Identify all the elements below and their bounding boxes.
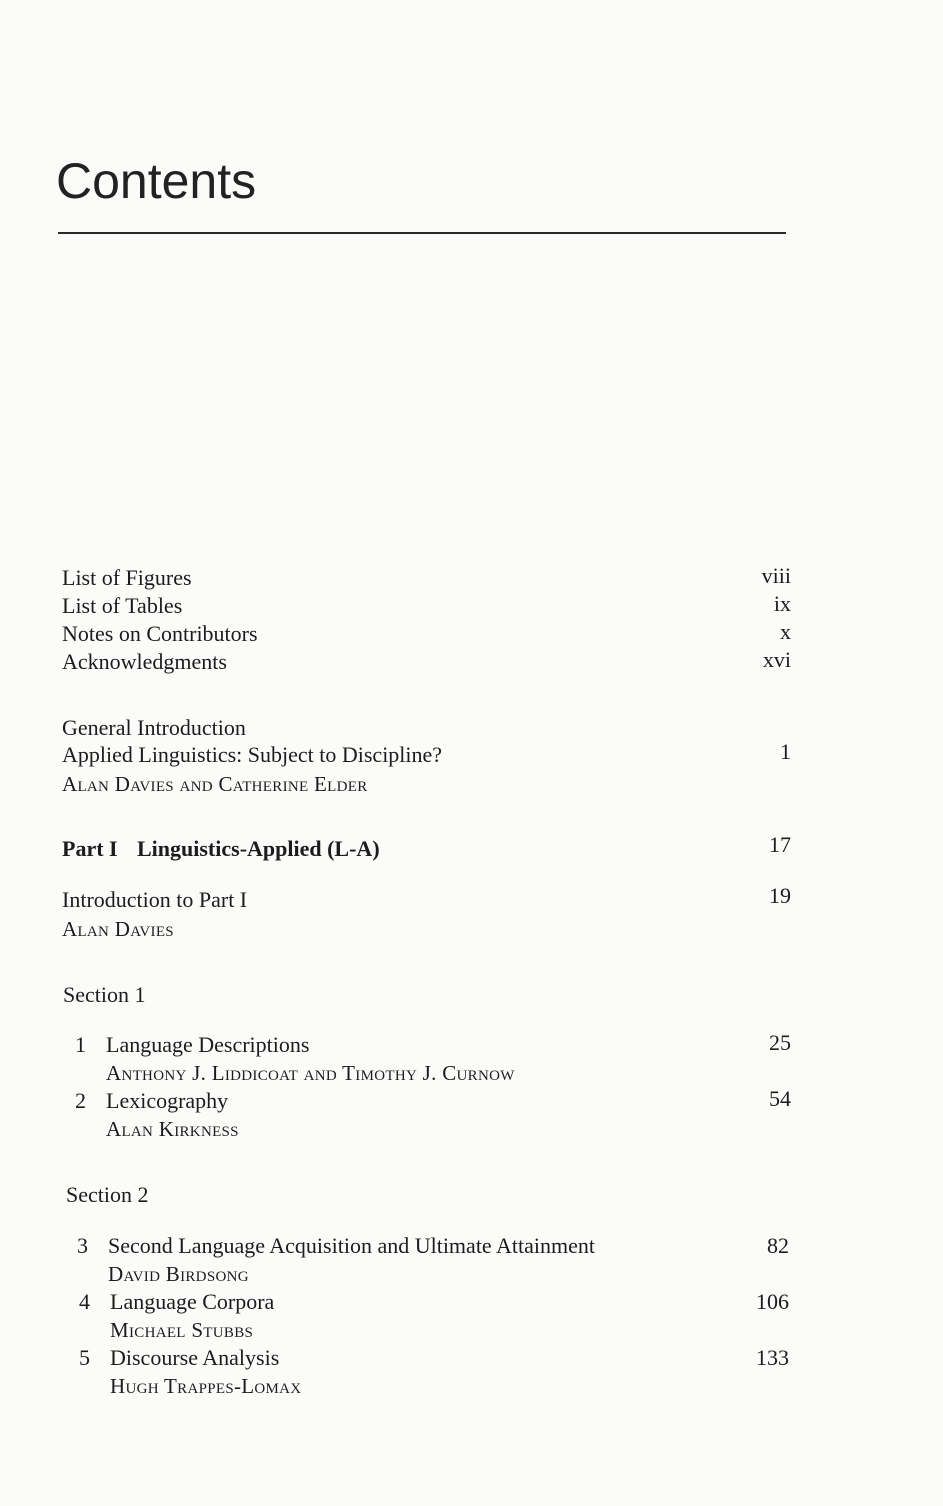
toc-ch5-title: Discourse Analysis [110,1345,280,1370]
toc-intro-part1-authors: Alan Davies [62,917,174,941]
toc-label-figures: List of Figures [62,565,192,590]
toc-general-intro-title: Applied Linguistics: Subject to Discipline? [62,742,443,767]
toc-part1-label: Part I [62,836,118,861]
toc-section1-label: Section 1 [63,982,146,1007]
toc-ch3-number: 3 [77,1233,88,1258]
toc-section2-label: Section 2 [66,1182,149,1207]
toc-general-intro-page: 1 [780,739,791,764]
toc-ch1-number: 1 [75,1032,86,1057]
toc-ch3-title: Second Language Acquisition and Ultimate Attainment [108,1233,595,1258]
toc-intro-part1-label: Introduction to Part I [62,887,248,912]
toc-page-acknowledgments: xvi [762,647,791,672]
toc-part1-title: Linguistics-Applied (L-A) [137,836,380,861]
toc-page-contributors: x [780,619,791,644]
toc-ch2-title: Lexicography [106,1088,229,1113]
toc-ch1-title: Language Descriptions [106,1032,310,1057]
toc-label-tables: List of Tables [62,593,183,618]
toc-ch2-number: 2 [75,1088,86,1113]
toc-general-intro-label: General Introduction [62,715,246,740]
toc-label-acknowledgments: Acknowledgments [62,649,227,674]
title-rule [58,232,786,234]
toc-part1-page: 17 [769,832,791,857]
toc-page-figures: viii [761,563,791,588]
toc-intro-part1-page: 19 [769,883,791,908]
toc-page-tables: ix [773,591,791,616]
toc-ch3-authors: David Birdsong [108,1262,249,1286]
toc-ch4-number: 4 [79,1289,90,1314]
toc-ch4-authors: Michael Stubbs [110,1318,254,1342]
toc-ch4-page: 106 [756,1289,789,1314]
toc-ch2-authors: Alan Kirkness [106,1117,239,1141]
toc-ch1-page: 25 [769,1030,791,1055]
toc-ch5-number: 5 [79,1345,90,1370]
toc-ch3-page: 82 [767,1233,789,1258]
toc-ch1-authors: Anthony J. Liddicoat and Timothy J. Curnow [106,1061,515,1085]
toc-ch5-page: 133 [756,1345,789,1370]
toc-ch4-title: Language Corpora [110,1289,275,1314]
toc-label-contributors: Notes on Contributors [62,621,258,646]
page-title: Contents [56,153,257,209]
toc-ch2-page: 54 [769,1086,791,1111]
toc-general-intro-authors: Alan Davies and Catherine Elder [62,772,368,796]
toc-ch5-authors: Hugh Trappes-Lomax [110,1374,302,1398]
